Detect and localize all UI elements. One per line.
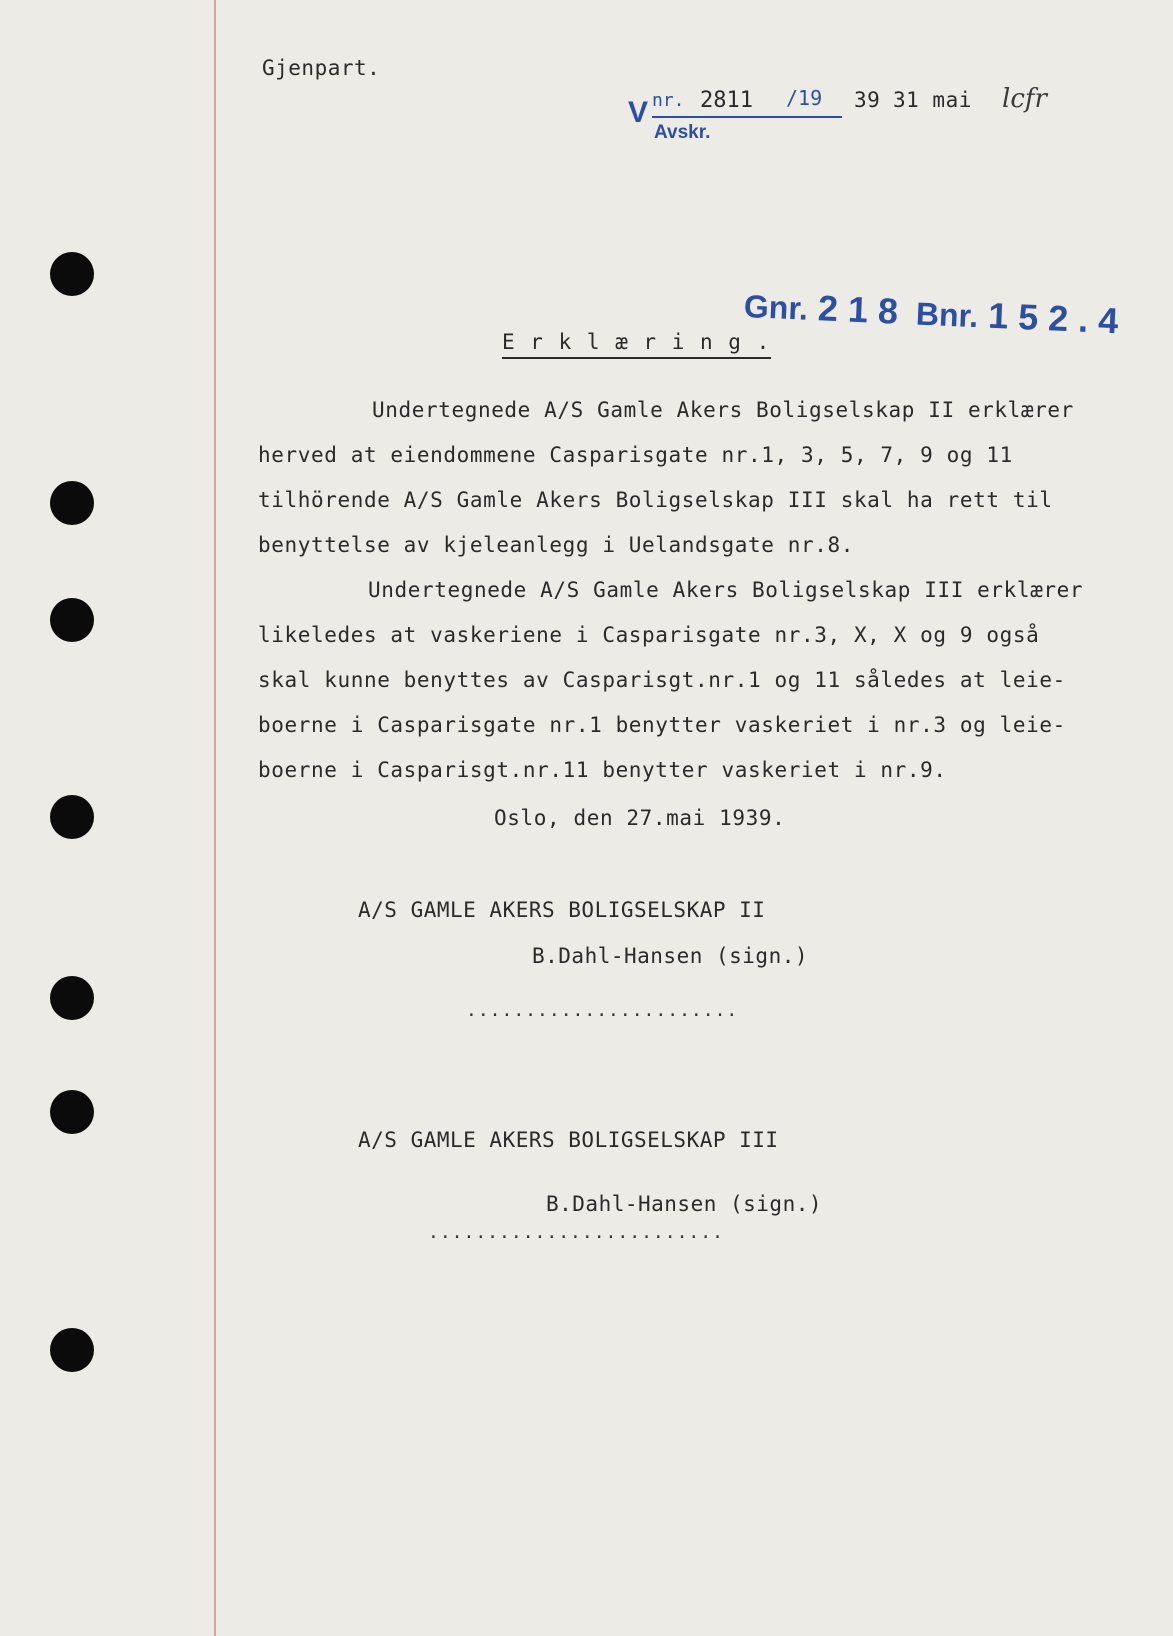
property-stamp — [743, 284, 1119, 342]
place-date: Oslo, den 27.mai 1939. — [494, 806, 786, 830]
stamp-fraction: /19 — [786, 86, 823, 110]
bnr-label: Bnr. — [915, 295, 979, 335]
body-line: boerne i Casparisgate nr.1 benytter vaskeriet i nr.3 og leie- — [258, 713, 1066, 737]
stamp-avskr: Avskr. — [654, 122, 711, 143]
punch-hole — [50, 1328, 94, 1372]
body-line: skal kunne benyttes av Casparisgt.nr.1 og 11 således at leie- — [258, 668, 1066, 692]
body-line: Undertegnede A/S Gamle Akers Boligselskap III erklærer — [368, 578, 1084, 602]
document-title: E r k l æ r i n g . — [502, 330, 771, 359]
company-name-iii: A/S GAMLE AKERS BOLIGSELSKAP III — [358, 1128, 779, 1152]
registry-stamp — [628, 88, 848, 148]
margin-line — [214, 0, 216, 1636]
body-line: Undertegnede A/S Gamle Akers Boligselskap II erklærer — [372, 398, 1074, 422]
punch-hole — [50, 976, 94, 1020]
stamp-nr: nr. — [652, 90, 685, 111]
body-line: benyttelse av kjeleanlegg i Uelandsgate nr.8. — [258, 533, 854, 557]
signature-line-ii: ....................... — [466, 1000, 739, 1021]
body-line: boerne i Casparisgt.nr.11 benytter vaskeriet i nr.9. — [258, 758, 947, 782]
punch-hole — [50, 598, 94, 642]
bnr-value: 1 5 2 . — [987, 294, 1090, 340]
signer-name-ii: B.Dahl-Hansen (sign.) — [532, 944, 809, 968]
gnr-label: Gnr. — [743, 287, 809, 327]
signer-name-iii: B.Dahl-Hansen (sign.) — [546, 1192, 823, 1216]
punch-hole — [50, 252, 94, 296]
body-line: tilhörende A/S Gamle Akers Boligselskap III skal ha rett til — [258, 488, 1053, 512]
body-line: likeledes at vaskeriene i Casparisgate nr.3, X, X og 9 også — [258, 623, 1040, 647]
date-year: 39 — [854, 88, 881, 112]
gnr-value: 2 1 8 — [817, 287, 899, 332]
company-name-ii: A/S GAMLE AKERS BOLIGSELSKAP II — [358, 898, 766, 922]
date-day-month: 31 mai — [893, 88, 972, 112]
bnr-suffix: 4 — [1097, 299, 1120, 342]
stamp-underline — [652, 116, 842, 118]
punch-hole — [50, 1090, 94, 1134]
punch-hole — [50, 795, 94, 839]
body-line: herved at eiendommene Casparisgate nr.1, 3, 5, 7, 9 og 11 — [258, 443, 1013, 467]
copy-label: Gjenpart. — [262, 56, 381, 80]
punch-hole — [50, 481, 94, 525]
signature-line-iii: ......................... — [428, 1222, 724, 1243]
stamp-v: V — [628, 96, 649, 129]
stamp-number: 2811 — [700, 88, 753, 113]
initials: lcfr — [1002, 84, 1047, 114]
